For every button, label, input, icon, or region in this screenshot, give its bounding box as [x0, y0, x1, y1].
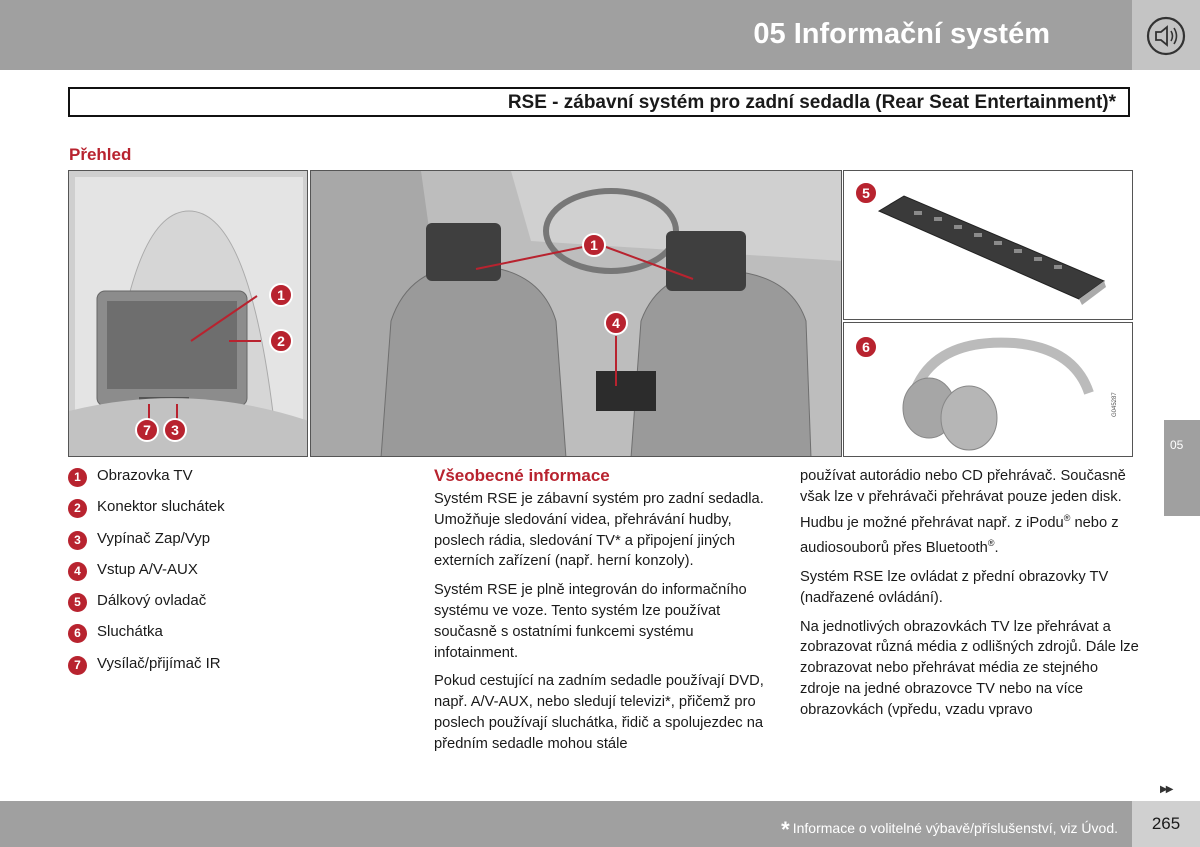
callout-1-interior: 1	[582, 233, 606, 257]
footer-asterisk: *	[781, 817, 790, 842]
callout-7: 7	[135, 418, 159, 442]
legend-number: 3	[68, 531, 87, 550]
continued-text-a: používat autorádio nebo CD přehrávač. Současně však lze v přehrávači přehrávat pouze jeden disk. Hudbu je možné přehrávat např. z iPodu	[800, 468, 1126, 531]
legend-item	[68, 654, 408, 685]
legend-number: 5	[68, 593, 87, 612]
chapter-title: 05 Informační systém	[753, 18, 1050, 50]
general-info-heading: Všeobecné informace	[434, 466, 610, 485]
legend-item	[68, 497, 408, 528]
general-paragraph-2: Systém RSE je plně integrován do informačního systému ve voze. Tento systém lze používat současně s ostatními funkcemi systému infotainment.	[434, 582, 747, 661]
section-title-box	[68, 87, 1130, 117]
legend-number: 1	[68, 468, 87, 487]
callout-4: 4	[604, 311, 628, 335]
continued-paragraph-2: Systém RSE lze ovládat z přední obrazovky TV (nadřazené ovládání).	[800, 568, 1109, 606]
legend-item	[68, 466, 408, 497]
general-paragraph-3: Pokud cestující na zadním sedadle používají DVD, např. A/V-AUX, nebo sledují televizi*, přičemž pro poslech používají sluchátka, řidič a spolujezdec na předním sedadle mohou stále	[434, 673, 764, 752]
continue-arrow-icon: ▶▶	[1160, 784, 1172, 795]
legend-item	[68, 560, 408, 591]
legend-number: 4	[68, 562, 87, 581]
continued-column	[800, 466, 1140, 729]
section-title: RSE - zábavní systém pro zadní sedadla (Rear Seat Entertainment)*	[507, 92, 1116, 113]
continued-paragraph-3: Na jednotlivých obrazovkách TV lze přehrávat a zobrazovat různá média z odlišných zdrojů. Dále lze zobrazovat nebo přehrávat média ze stejného zdroje na jedné obrazovce TV nebo na více obrazovkách (vpředu, vzadu vpravo	[800, 618, 1139, 718]
footer-bar	[0, 801, 1132, 847]
page-number: 265	[1132, 801, 1200, 847]
callout-1: 1	[269, 283, 293, 307]
car-interior-photo	[310, 170, 842, 457]
legend-label: Vypínač Zap/Vyp	[97, 529, 211, 547]
image-code: G045287	[1112, 392, 1118, 417]
callout-3: 3	[163, 418, 187, 442]
side-tab-label: 05	[1170, 438, 1184, 452]
legend-label: Vstup A/V-AUX	[97, 560, 198, 578]
legend-label: Vysílač/přijímač IR	[97, 654, 221, 672]
footer-note	[781, 817, 1118, 843]
legend-label: Dálkový ovladač	[97, 592, 207, 610]
registered-mark: ®	[987, 538, 995, 549]
legend-list	[68, 466, 408, 685]
legend-label: Konektor sluchátek	[97, 498, 225, 516]
overview-heading: Přehled	[69, 145, 132, 164]
chapter-icon-box	[1132, 0, 1200, 70]
headphones-photo	[843, 322, 1133, 457]
registered-mark: ®	[1063, 512, 1071, 523]
legend-label: Sluchátka	[97, 623, 163, 641]
legend-number: 6	[68, 624, 87, 643]
callout-5: 5	[854, 181, 878, 205]
general-paragraph-1: Systém RSE je zábavní systém pro zadní sedadla. Umožňuje sledování videa, přehrávání hudby, poslech rádia, sledování TV* a připojení jiných externích zařízení (např. herní konzoly).	[434, 491, 764, 570]
general-info-column	[434, 465, 769, 763]
continued-text-b: nebo z audiosouborů přes Bluetooth	[800, 514, 1119, 557]
speaker-icon	[1146, 16, 1186, 56]
legend-number: 7	[68, 656, 87, 675]
footer-note-text: Informace o volitelné výbavě/příslušenství, viz Úvod.	[792, 820, 1118, 836]
legend-number: 2	[68, 499, 87, 518]
legend-item	[68, 529, 408, 560]
continued-text-c: .	[994, 540, 999, 557]
remote-control-photo	[843, 170, 1133, 320]
callout-2: 2	[269, 329, 293, 353]
legend-label: Obrazovka TV	[97, 467, 193, 484]
chapter-side-tab	[1164, 420, 1200, 516]
callout-6: 6	[854, 335, 878, 359]
legend-item	[68, 591, 408, 622]
legend-item	[68, 622, 408, 653]
continued-paragraph-1	[800, 466, 1140, 559]
headrest-screen-photo	[68, 170, 308, 457]
chapter-header-bar	[0, 0, 1132, 70]
